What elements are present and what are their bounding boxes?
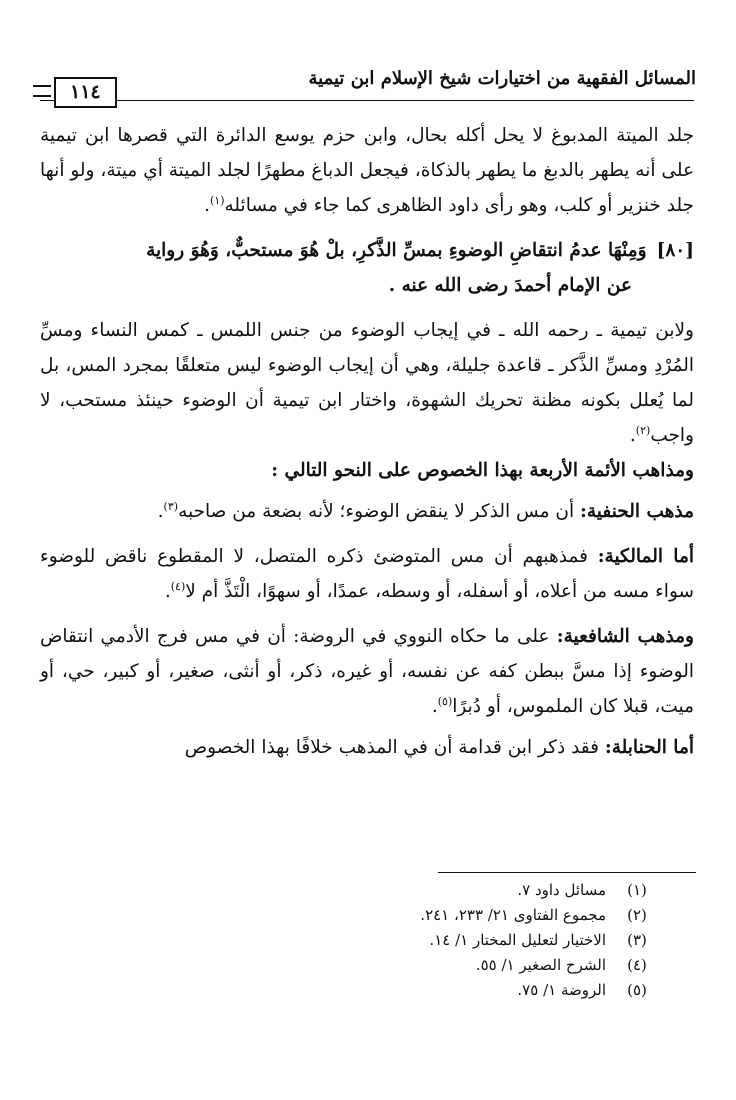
- paragraph-dibagh-text: جلد الميتة المدبوغ لا يحل أكله بحال، وابن حزم يوسع الدائرة التي قصرها ابن تيمية على أنه يطهر بالدبغ ما يطهر بالذكاة، فيجعل الدباغ مطهرًا لجلد الميتة أي ميتة، ولو أنها جلد خنزير أو كلب، وهو رأى داود الظاهرى كما جاء في مسائله: [40, 125, 694, 216]
- issue-number: [٨٠]: [656, 240, 694, 261]
- footnote-number: (١): [627, 881, 647, 899]
- footnote-3: [132, 928, 652, 953]
- footnote-ref-4[interactable]: (٤): [170, 579, 186, 593]
- page-number: ١١٤: [54, 77, 117, 108]
- footnote-text: مسائل داود ٧.: [517, 881, 606, 899]
- footnote-number: (٤): [627, 956, 647, 974]
- running-title: المسائل الفقهية من اختيارات شيخ الإسلام ابن تيمية: [308, 68, 696, 89]
- footnote-text: مجموع الفتاوى ٢١/ ٢٣٣، ٢٤١.: [420, 906, 606, 924]
- shafii-text: على ما حكاه النووي في الروضة: أن في مس فرج الأدمي انتقاض الوضوء إذا مسَّ ببطن كفه عن نفسه، أو غيره، ذكر، أو أنثى، صغير، أو كبير، حي، أو ميت، قبلا كان الملموس، أو دُبرًا: [40, 626, 694, 717]
- shafii-label: ومذهب الشافعية:: [556, 626, 694, 647]
- hanafi-paragraph: [40, 494, 694, 529]
- footnote-text: الاختيار لتعليل المختار ١/ ١٤.: [429, 931, 606, 949]
- issue-heading-line-1: وَمِنْهَا عدمُ انتقاضِ الوضوءِ بمسِّ الذَّكرِ، بلْ هُوَ مستحبٌّ، وَهُوَ رواية: [146, 240, 647, 261]
- footnote-text: الروضة ١/ ٧٥.: [517, 981, 606, 999]
- footnote-number: (٣): [627, 931, 647, 949]
- footnote-4: [132, 953, 652, 978]
- maliki-paragraph: [40, 539, 694, 609]
- footnote-ref-3[interactable]: (٣): [163, 499, 179, 513]
- page-header: [40, 66, 696, 106]
- page-number-ornament: [33, 85, 51, 97]
- footnotes-separator: [438, 872, 696, 873]
- paragraph-end-mark: .: [164, 581, 171, 602]
- issue-heading-line-2: عن الإمام أحمدَ رضى الله عنه .: [388, 275, 632, 296]
- issue-heading: [40, 233, 694, 268]
- maliki-label: أما المالكية:: [597, 546, 694, 567]
- footnote-number: (٥): [627, 981, 647, 999]
- footnote-number: (٢): [627, 906, 647, 924]
- footnote-5: [132, 978, 652, 1003]
- header-rule: [40, 100, 694, 101]
- paragraph-end-mark: .: [204, 195, 210, 216]
- footnote-2: [132, 903, 652, 928]
- paragraph-dibagh: [40, 118, 694, 223]
- paragraph-ibn-taymiyya: [40, 313, 694, 453]
- hanbali-paragraph: [40, 730, 694, 765]
- four-schools-heading: ومذاهب الأئمة الأربعة بهذا الخصوص على النحو التالي :: [271, 460, 694, 481]
- maliki-text: فمذهبهم أن مس المتوضئ ذكره المتصل، لا المقطوع ناقض للوضوء سواء مسه من أعلاه، أو أسفله، أو وسطه، عمدًا، أو سهوًا، الْتَذَّ أم لا: [40, 546, 694, 602]
- footnote-ref-2[interactable]: (٢): [635, 423, 651, 437]
- paragraph-end-mark: .: [629, 425, 636, 446]
- hanafi-text: أن مس الذكر لا ينقض الوضوء؛ لأنه بضعة من صاحبه: [178, 501, 581, 522]
- footnote-1: [132, 878, 652, 903]
- hanbali-label: أما الحنابلة:: [604, 737, 694, 758]
- paragraph-end-mark: .: [157, 501, 164, 522]
- hanbali-text: فقد ذكر ابن قدامة أن في المذهب خلافًا بهذا الخصوص: [184, 737, 605, 758]
- page-body: [40, 118, 694, 858]
- footnote-ref-1[interactable]: (١): [210, 193, 225, 207]
- footnote-text: الشرح الصغير ١/ ٥٥.: [475, 956, 606, 974]
- hanafi-label: مذهب الحنفية:: [580, 501, 694, 522]
- footnotes: [132, 878, 652, 1003]
- paragraph-ibn-taymiyya-text: ولابن تيمية ـ رحمه الله ـ في إيجاب الوضوء من جنس اللمس ـ كمس النساء ومسِّ المُرْدِ ومسِّ الذَّكر ـ قاعدة جليلة، وهي أن إيجاب الوضوء ليس متعلقًا بمجرد المس، بل لما يُعلل بكونه مظنة تحريك الشهوة، واختار ابن تيمية أن الوضوء حينئذ مستحب، لا واجب: [40, 320, 694, 446]
- shafii-paragraph: [40, 619, 694, 724]
- paragraph-end-mark: .: [431, 696, 438, 717]
- footnote-ref-5[interactable]: (٥): [437, 694, 453, 708]
